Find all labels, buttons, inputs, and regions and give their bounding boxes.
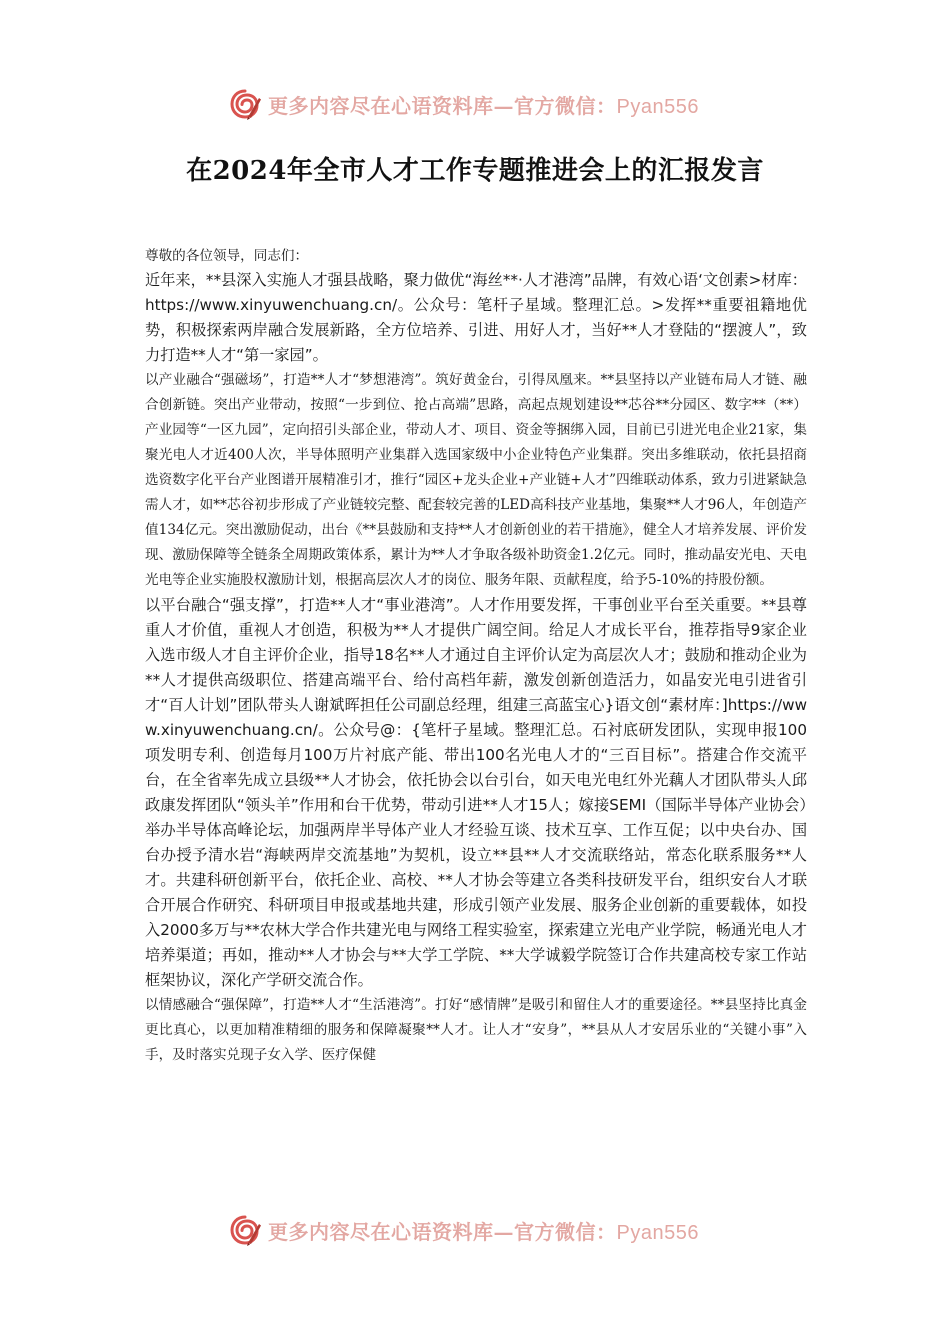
watermark-main-text: 更多内容尽在心语资料库—官方微信： [268, 1219, 617, 1244]
watermark-text [268, 1216, 699, 1245]
watermark-main-text: 更多内容尽在心语资料库—官方微信： [268, 93, 617, 118]
watermark-wechat-id: Pyan556 [616, 95, 699, 118]
watermark-banner-bottom [228, 1212, 748, 1248]
paragraph-support: 以情感融合“强保障”，打造**人才“生活港湾”。打好“感情牌”是吸引和留住人才的重要途径。**县坚持比真金更比真心，以更加精准精细的服务和保障凝聚**人才。让人才“安身”，**县从人才安居乐业的“关键小事”入手，及时落实兑现子女入学、医疗保健 [145, 997, 807, 1063]
watermark-wechat-id: Pyan556 [616, 1221, 699, 1244]
paragraph-industry: 以产业融合“强磁场”，打造**人才“梦想港湾”。筑好黄金台，引得凤凰来。**县坚持以产业链布局人才链、融合创新链。突出产业带动，按照“一步到位、抢占高端”思路，高起点规划建设**芯谷**分园区、数字**（**）产业园等“一区九园”，定向招引头部企业，带动人才、项目、资金等捆绑入园，目前已引进光电企业21家，集聚光电人才近400人次，半导体照明产业集群入选国家级中小企业特色产业集群。突出多维联动，依托县招商选资数字化平台产业图谱开展精准引才，推行“园区+龙头企业+产业链+人才”四维联动体系，致力引进紧缺急需人才，如**芯谷初步形成了产业链较完整、配套较完善的LED高科技产业基地，集聚**人才96人，年创造产值134亿元。突出激励促动，出台《**县鼓励和支持**人才创新创业的若干措施》，健全人才培养发展、评价发现、激励保障等全链条全周期政策体系，累计为**人才争取各级补助资金1.2亿元。同时，推动晶安光电、天电光电等企业实施股权激励计划，根据高层次人才的岗位、服务年限、贡献程度，给予5-10%的持股份额。 [145, 372, 807, 588]
document-body [145, 244, 807, 1068]
spiral-pen-logo-icon [228, 1213, 262, 1247]
spiral-pen-logo-icon [228, 87, 262, 121]
document-title: 在2024年全市人才工作专题推进会上的汇报发言 [186, 156, 764, 186]
greeting: 尊敬的各位领导，同志们： [145, 248, 309, 264]
paragraph-platform: 以平台融合“强支撑”，打造**人才“事业港湾”。人才作用要发挥，干事创业平台至关重要。**县尊重人才价值，重视人才创造，积极为**人才提供广阔空间。给足人才成长平台，推荐指导9家企业入选市级人才自主评价企业，指导18名**人才通过自主评价认定为高层次人才；鼓励和推动企业为**人才提供高级职位、搭建高端平台、给付高档年薪，激发创新创造活力，如晶安光电引进省引才“百人计划”团队带头人谢斌晖担任公司副总经理，组建三高蓝宝心}语文创“素材库：]https://www.xinyuwenchuang.cn/。公众号@：{笔杆子星域。整理汇总。石衬底研发团队，实现申报100项发明专利、创造每月100万片衬底产能、带出100名光电人才的“三百目标”。搭建合作交流平台，在全省率先成立县级**人才协会，依托协会以台引台，如天电光电红外光藕人才团队带头人邱政康发挥团队“领头羊”作用和台干优势，带动引进**人才15人；嫁接SEMI（国际半导体产业协会）举办半导体高峰论坛，加强两岸半导体产业人才经验互谈、技术互享、工作互促；以中央台办、国台办授予清水岩“海峡两岸交流基地”为契机，设立**县**人才交流联络站，常态化联系服务**人才。共建科研创新平台，依托企业、高校、**人才协会等建立各类科技研发平台，组织安台人才联合开展合作研究、科研项目申报或基地共建，形成引领产业发展、服务企业创新的重要载体，如投入2000多万与**农林大学合作共建光电与网络工程实验室，探索建立光电产业学院，畅通光电人才培养渠道；再如，推动**人才协会与**大学工学院、**大学诚毅学院签订合作共建高校专家工作站框架协议，深化产学研交流合作。 [145, 596, 807, 989]
paragraph-intro: 近年来，**县深入实施人才强县战略，聚力做优“海丝**·人才港湾”品牌，有效心语‘文创素>材库：https://www.xinyuwenchuang.cn/。公众号：笔杆子星域。整理汇总。>发挥**重要祖籍地优势，积极探索两岸融合发展新路，全方位培养、引进、用好人才，当好**人才登陆的“摆渡人”，致力打造**人才“第一家园”。 [145, 271, 807, 364]
watermark-banner-top [228, 86, 748, 122]
watermark-text [268, 90, 699, 119]
